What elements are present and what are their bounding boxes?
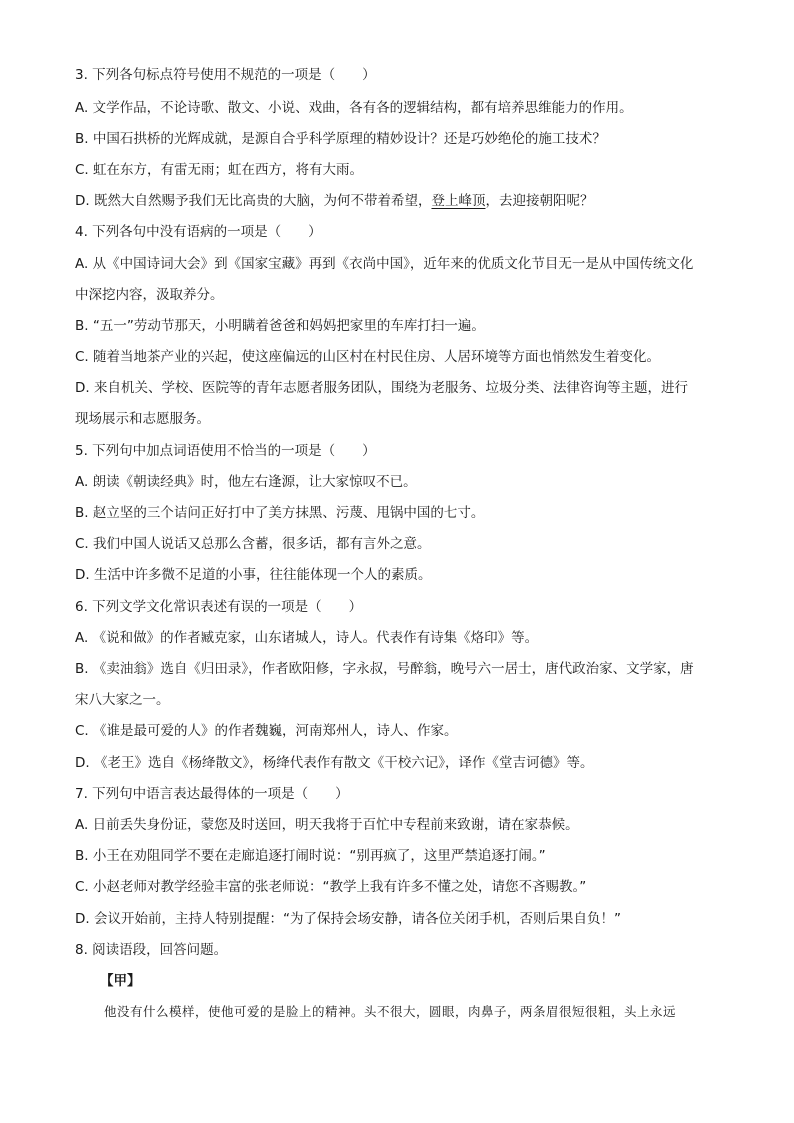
q3-option-b: B. 中国石拱桥的光辉成就，是源自合乎科学原理的精妙设计？还是巧妙绝伦的施工技术？: [75, 131, 606, 147]
q7-stem: 7. 下列句中语言表达最得体的一项是（ ）: [75, 786, 349, 802]
q3-option-d: [75, 192, 725, 210]
q3-stem: 3. 下列各句标点符号使用不规范的一项是（ ）: [75, 67, 376, 83]
q8-section-label: 【甲】: [100, 973, 141, 989]
q6-option-a: A. 《说和做》的作者臧克家，山东诸城人，诗人。代表作有诗集《烙印》等。: [75, 630, 539, 646]
q5-option-c: C. 我们中国人说话又总那么含蓄，很多话，都有言外之意。: [75, 536, 431, 552]
q3-option-c: C. 虹在东方，有雷无雨；虹在西方，将有大雨。: [75, 162, 364, 178]
q3-option-d-tail: ，去迎接朝阳呢？: [485, 193, 594, 209]
q7-option-d: D. 会议开始前，主持人特别提醒：“为了保持会场安静，请各位关闭手机，否则后果自负！”: [75, 911, 621, 927]
q6-option-b: B. 《卖油翁》选自《归田录》，作者欧阳修，字永叔，号醉翁，晚号六一居士，唐代政治家、文学家，唐: [75, 661, 694, 677]
q5-stem: 5. 下列句中加点词语使用不恰当的一项是（ ）: [75, 443, 376, 459]
q3-option-a: A. 文学作品，不论诗歌、散文、小说、戏曲，各有各的逻辑结构，都有培养思维能力的作用。: [75, 100, 633, 116]
q4-option-d: D. 来自机关、学校、医院等的青年志愿者服务团队，围绕为老服务、垃圾分类、法律咨询等主题，进行: [75, 380, 688, 396]
q8-passage: 他没有什么模样，使他可爱的是脸上的精神。头不很大，圆眼，肉鼻子，两条眉很短很粗，头上永远: [104, 1004, 677, 1019]
q7-option-c: C. 小赵老师对教学经验丰富的张老师说：“教学上我有许多不懂之处，请您不吝赐教。”: [75, 879, 587, 895]
q4-option-a: A. 从《中国诗词大会》到《国家宝藏》再到《衣尚中国》，近年来的优质文化节目无一是从中国传统文化: [75, 256, 694, 272]
q3-option-d-underlined: 登上峰顶: [431, 193, 486, 209]
q5-option-a: A. 朗读《朝读经典》时，他左右逢源，让大家惊叹不已。: [75, 474, 417, 490]
q5-option-b: B. 赵立坚的三个诘问正好打中了美方抹黑、污蔑、甩锅中国的七寸。: [75, 505, 485, 521]
q4-option-d-cont: 现场展示和志愿服务。: [75, 411, 210, 427]
q6-option-c: C. 《谁是最可爱的人》的作者魏巍，河南郑州人，诗人、作家。: [75, 723, 458, 739]
q4-option-a-cont: 中深挖内容，汲取养分。: [75, 287, 224, 303]
q8-stem: 8. 阅读语段，回答问题。: [75, 942, 228, 958]
q4-option-b: B. “五一”劳动节那天，小明瞒着爸爸和妈妈把家里的车库打扫一遍。: [75, 318, 485, 334]
q6-option-d: D. 《老王》选自《杨绛散文》，杨绛代表作有散文《干校六记》，译作《堂吉诃德》等。: [75, 755, 594, 771]
q4-stem: 4. 下列各句中没有语病的一项是（ ）: [75, 224, 322, 240]
q6-option-b-cont: 宋八大家之一。: [75, 692, 170, 708]
q3-option-d-text: D. 既然大自然赐予我们无比高贵的大脑，为何不带着希望，: [75, 193, 432, 209]
q5-option-d: D. 生活中许多微不足道的小事，往往能体现一个人的素质。: [75, 567, 432, 583]
q7-option-b: B. 小王在劝阻同学不要在走廊追逐打闹时说：“别再疯了，这里严禁追逐打闹。”: [75, 848, 546, 864]
q7-option-a: A. 日前丢失身份证，蒙您及时送回，明天我将于百忙中专程前来致谢，请在家恭候。: [75, 817, 579, 833]
q4-option-c: C. 随着当地茶产业的兴起，使这座偏远的山区村在村民住房、人居环境等方面也悄然发生着变化。: [75, 349, 661, 365]
q6-stem: 6. 下列文学文化常识表述有误的一项是（ ）: [75, 599, 363, 615]
